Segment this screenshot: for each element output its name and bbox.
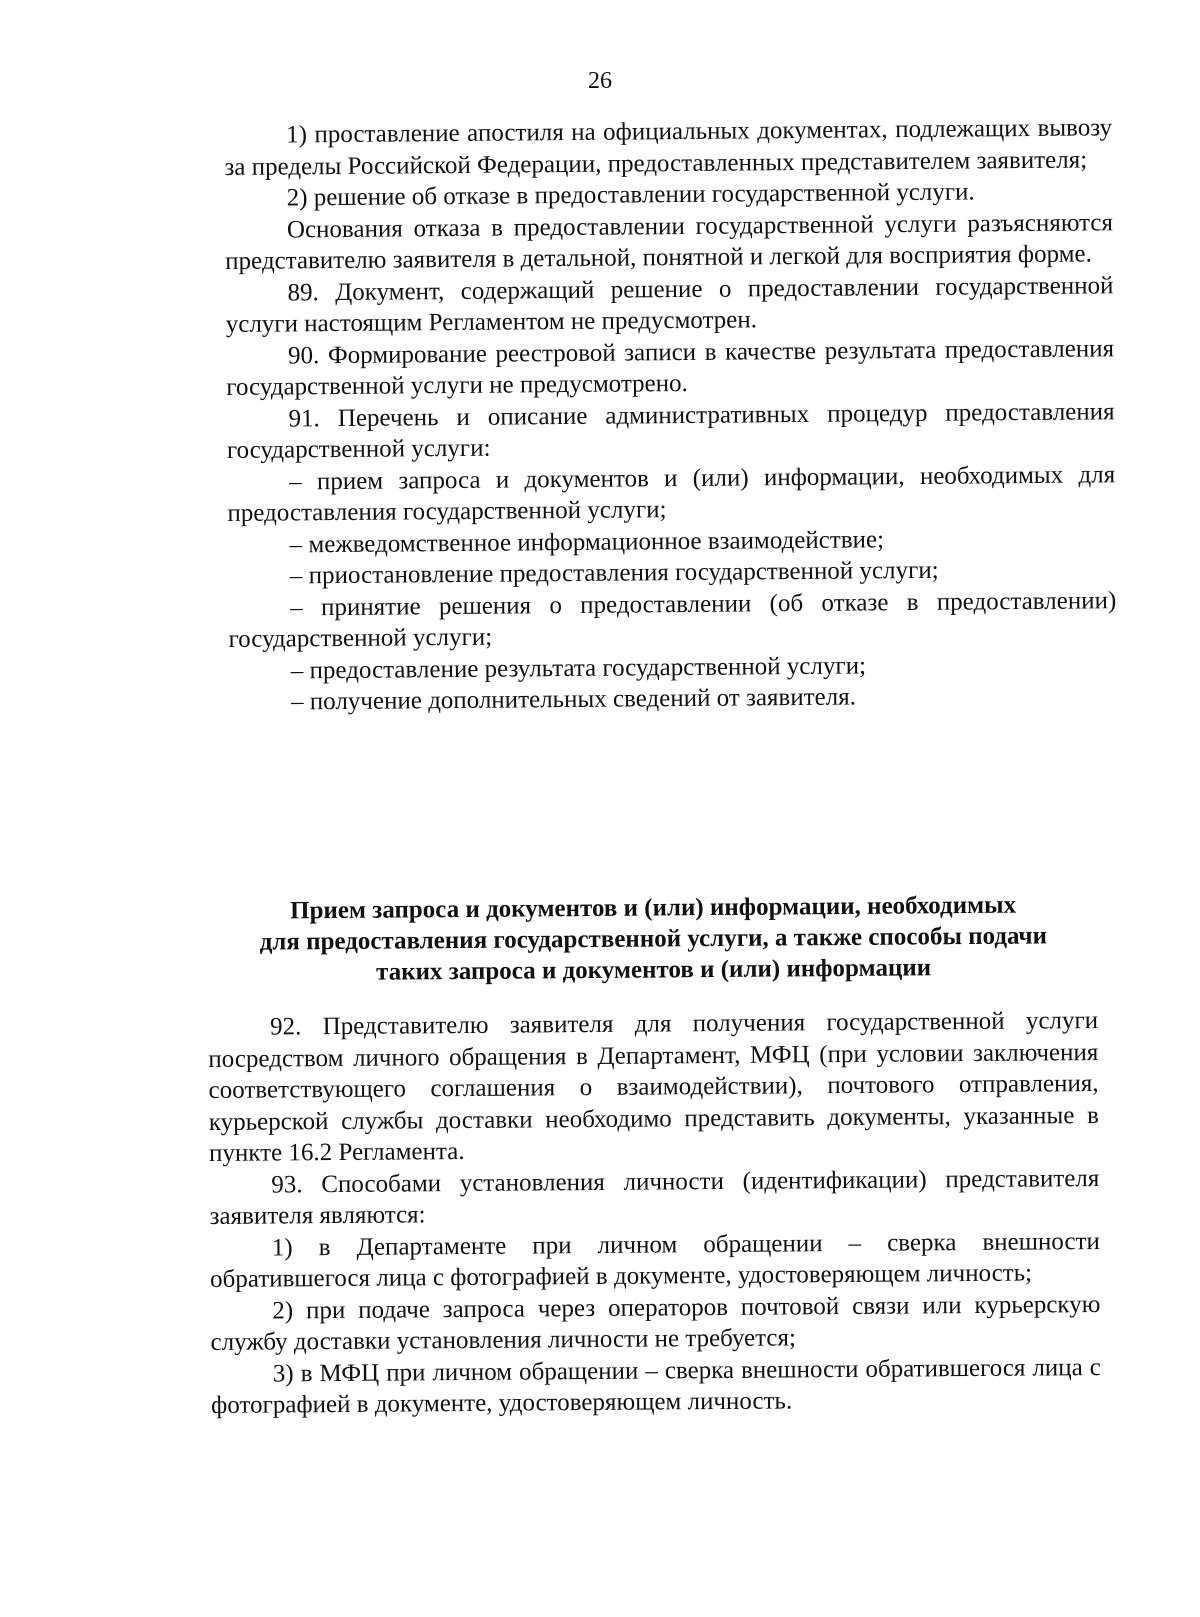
list-item: – принятие решения о предоставлении (об отказе в предоставлении) государственной услуги;	[228, 586, 1117, 653]
paragraph: 2) при подаче запроса через операторов почтовой связи или курьерскую службу доставки установления личности не требуется;	[210, 1290, 1101, 1356]
body-text-lower	[208, 1005, 1101, 1421]
section-heading-line: для предоставления государственной услуги, а также способы подачи	[259, 922, 1048, 956]
paragraph: 3) в МФЦ при личном обращении – сверка внешности обратившегося лица с фотографией в документе, удостоверяющем личность.	[210, 1353, 1101, 1419]
paragraph: 2) решение об отказе в предоставлении государственной услуги.	[286, 178, 975, 212]
paragraph: Основания отказа в предоставлении государственной услуги разъясняются представителю заявителя в детальной, понятной и легкой для восприятия форме.	[225, 208, 1114, 275]
paragraph: 1) проставление апостиля на официальных документах, подлежащих вывозу за пределы Российской Федерации, предоставленных представителем заявителя;	[224, 114, 1113, 181]
paragraph: 93. Способами установления личности (идентификации) представителя заявителя являются:	[209, 1164, 1100, 1230]
list-item: – межведомственное информационное взаимодействие;	[289, 525, 885, 558]
paragraph: 89. Документ, содержащий решение о предоставлении государственной услуги настоящим Регламентом не предусмотрен.	[225, 271, 1114, 338]
paragraph: 1) в Департаменте при личном обращении – сверка внешности обратившегося лица с фотографией в документе, удостоверяющем личность;	[209, 1227, 1100, 1293]
list-item: – прием запроса и документов и (или) информации, необходимых для предоставления государственной услуги;	[227, 460, 1116, 527]
paragraph: 90. Формирование реестровой записи в качестве результата предоставления государственной услуги не предусмотрено.	[226, 334, 1115, 401]
paragraph: 91. Перечень и описание административных процедур предоставления государственной услуги:	[226, 397, 1115, 464]
section-heading-line: таких запроса и документов и (или) информации	[375, 954, 932, 986]
section-heading-line: Прием запроса и документов и (или) информации, необходимых	[289, 891, 1017, 925]
page-number: 26	[588, 68, 612, 94]
list-item: – предоставление результата государственной услуги;	[290, 651, 867, 684]
list-item: – получение дополнительных сведений от заявителя.	[290, 683, 857, 716]
section-heading	[208, 889, 1099, 989]
list-item: – приостановление предоставления государственной услуги;	[289, 556, 939, 590]
paragraph: 92. Представителю заявителя для получения государственной услуги посредством личного обращения в Департамент, МФЦ (при условии заключения соответствующего соглашения о взаимодействии), почтового отправления, курьерской службы доставки необходимо представить документы, указанные в пункте 16.2 Регламента.	[208, 1007, 1099, 1167]
body-text-upper	[224, 112, 1117, 718]
